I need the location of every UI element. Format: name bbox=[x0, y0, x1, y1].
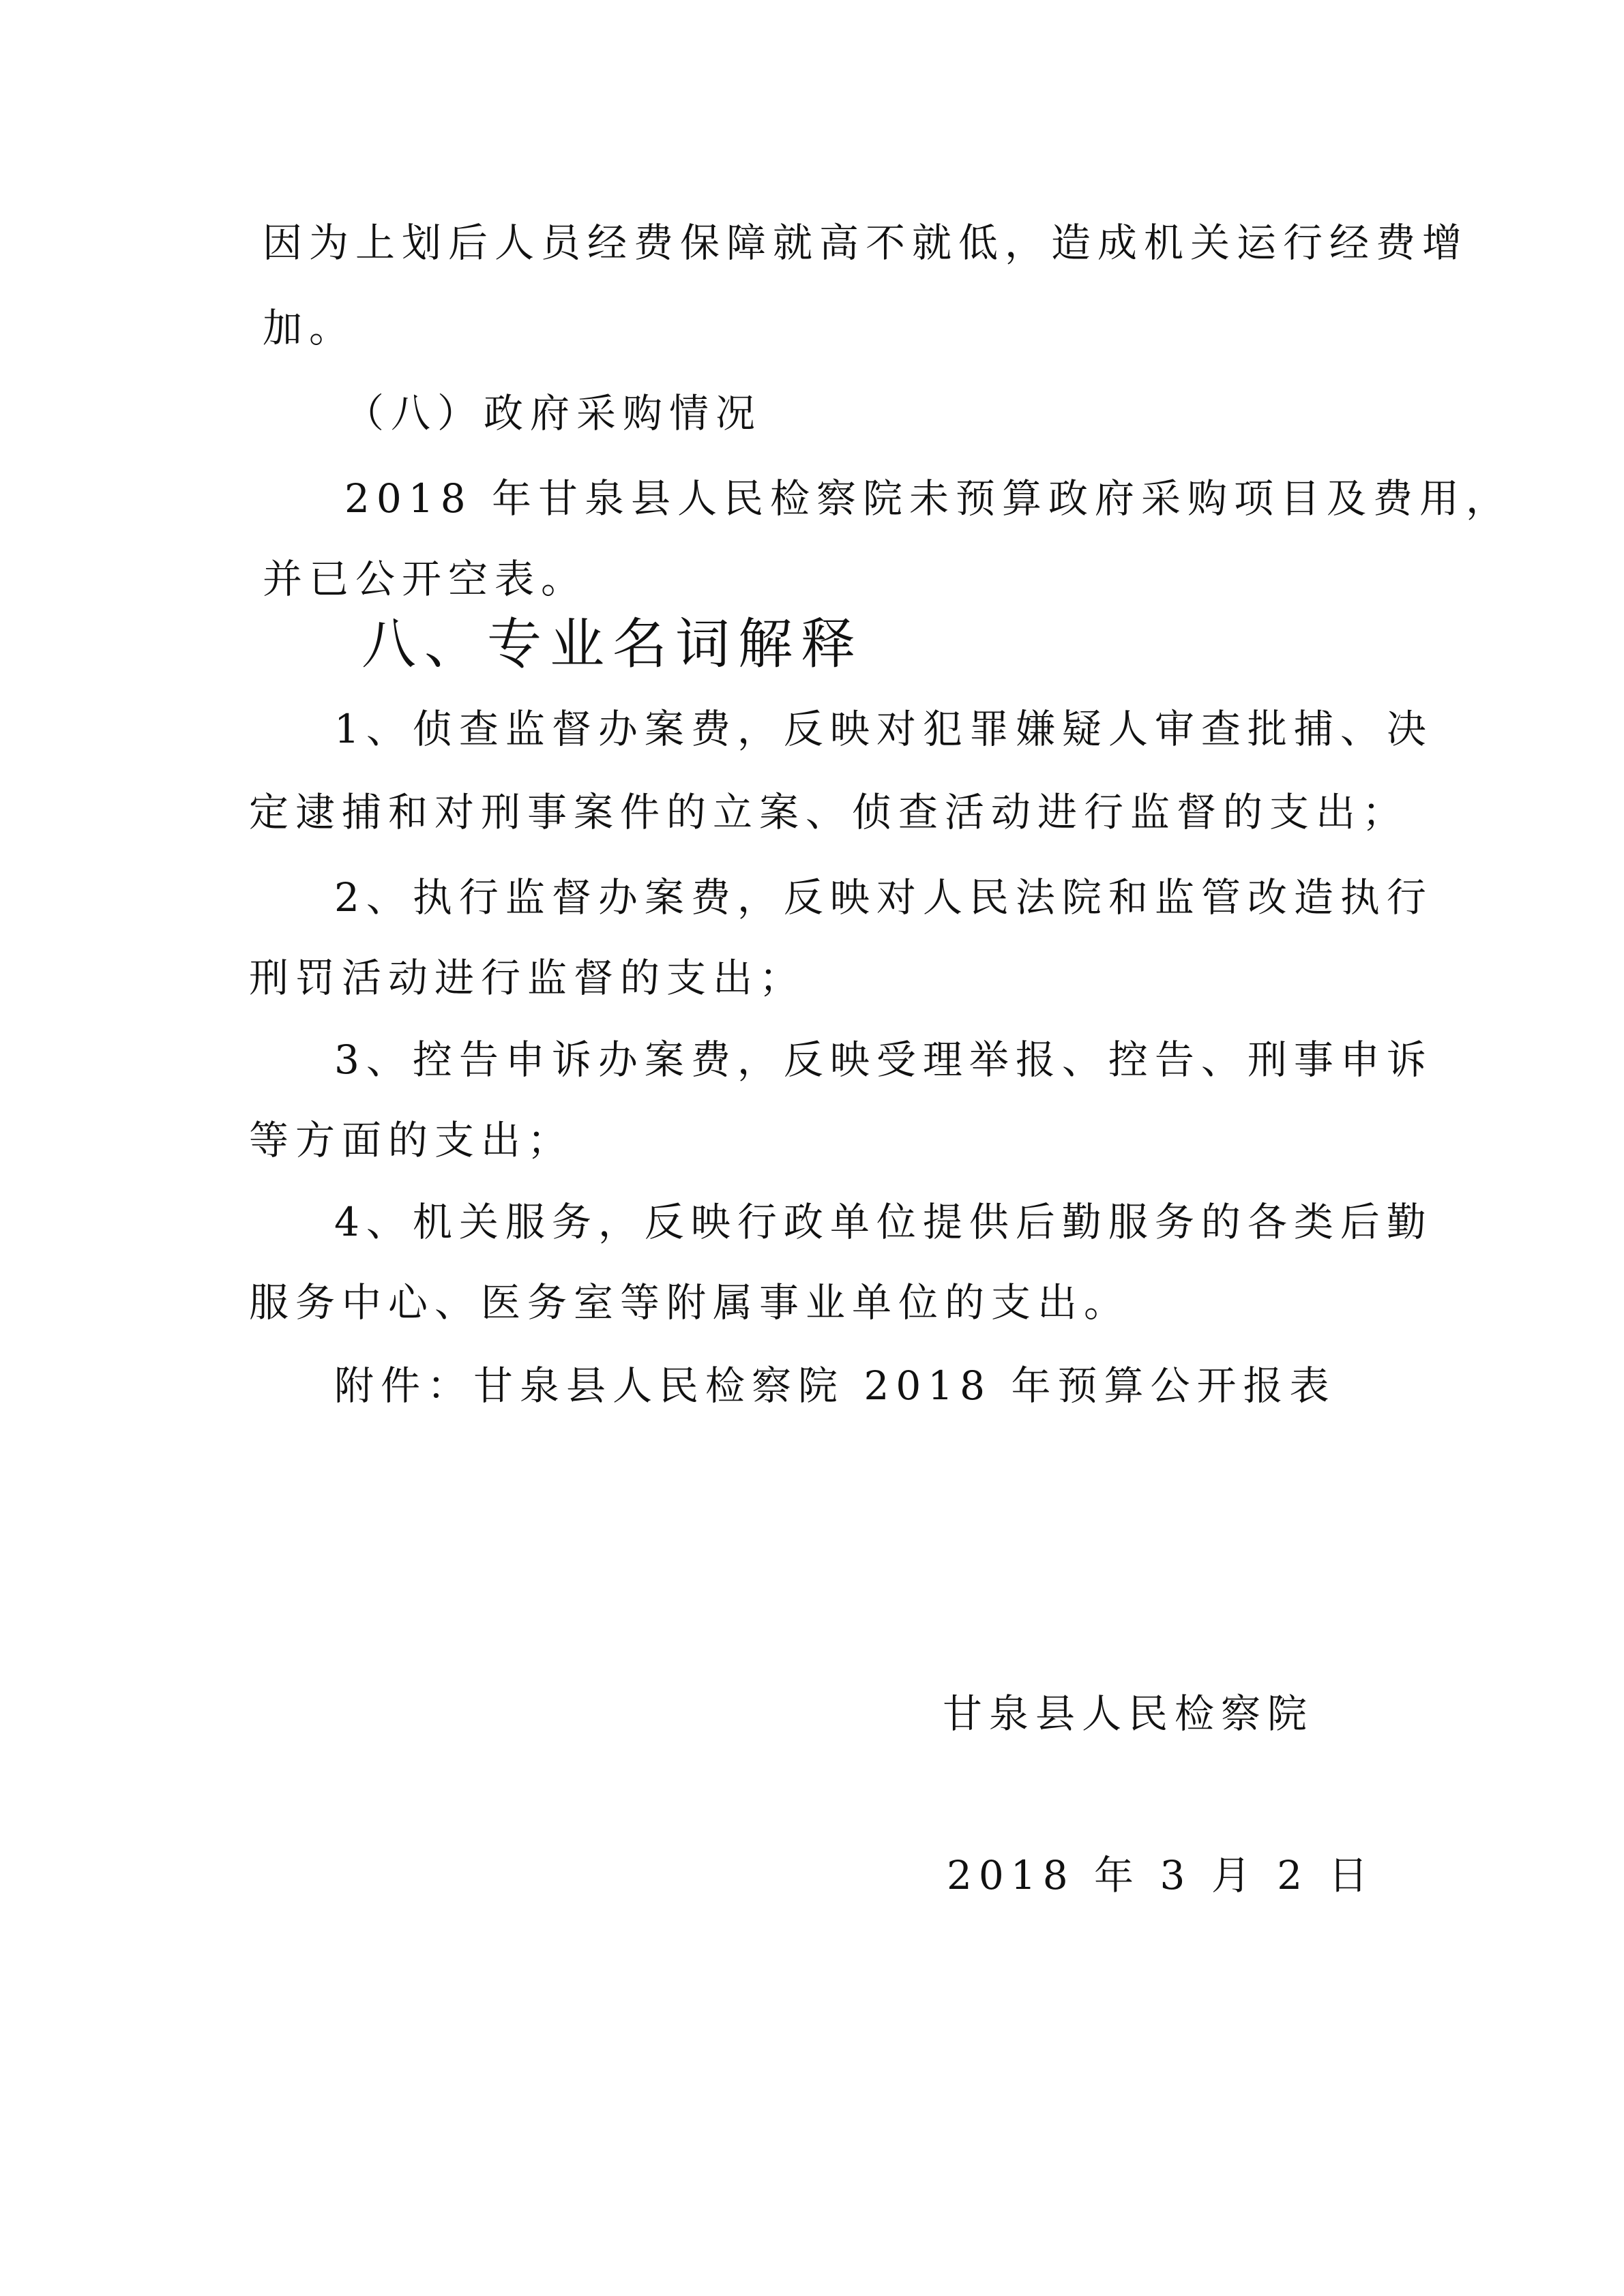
signature-organization: 甘泉县人民检察院 bbox=[943, 1690, 1314, 1737]
body-text-line: 2018 年甘泉县人民检察院未预算政府采购项目及费用， bbox=[344, 475, 1513, 522]
signature-date: 2018 年 3 月 2 日 bbox=[947, 1852, 1375, 1898]
body-text-line: 加。 bbox=[263, 305, 356, 351]
definition-item-line: 1、侦查监督办案费，反映对犯罪嫌疑人审查批捕、决 bbox=[334, 706, 1433, 752]
section-title: 八、专业名词解释 bbox=[361, 612, 863, 676]
definition-item-line: 刑罚活动进行监督的支出； bbox=[249, 955, 806, 1001]
definition-item-line: 定逮捕和对刑事案件的立案、侦查活动进行监督的支出； bbox=[249, 789, 1409, 835]
attachment-note: 附件：甘泉县人民检察院 2018 年预算公开报表 bbox=[334, 1362, 1336, 1409]
definition-item-line: 等方面的支出； bbox=[249, 1117, 574, 1163]
definition-item-line: 2、执行监督办案费，反映对人民法院和监管改造执行 bbox=[334, 874, 1433, 921]
definition-item-line: 3、控告申诉办案费，反映受理举报、控告、刑事申诉 bbox=[334, 1037, 1433, 1083]
definition-item-line: 服务中心、医务室等附属事业单位的支出。 bbox=[249, 1279, 1131, 1326]
body-text-line: 并已公开空表。 bbox=[263, 556, 588, 602]
definition-item-line: 4、机关服务，反映行政单位提供后勤服务的各类后勤 bbox=[334, 1199, 1433, 1245]
body-text-line: 因为上划后人员经费保障就高不就低，造成机关运行经费增 bbox=[263, 220, 1469, 266]
subsection-heading: （八）政府采购情况 bbox=[344, 390, 763, 436]
